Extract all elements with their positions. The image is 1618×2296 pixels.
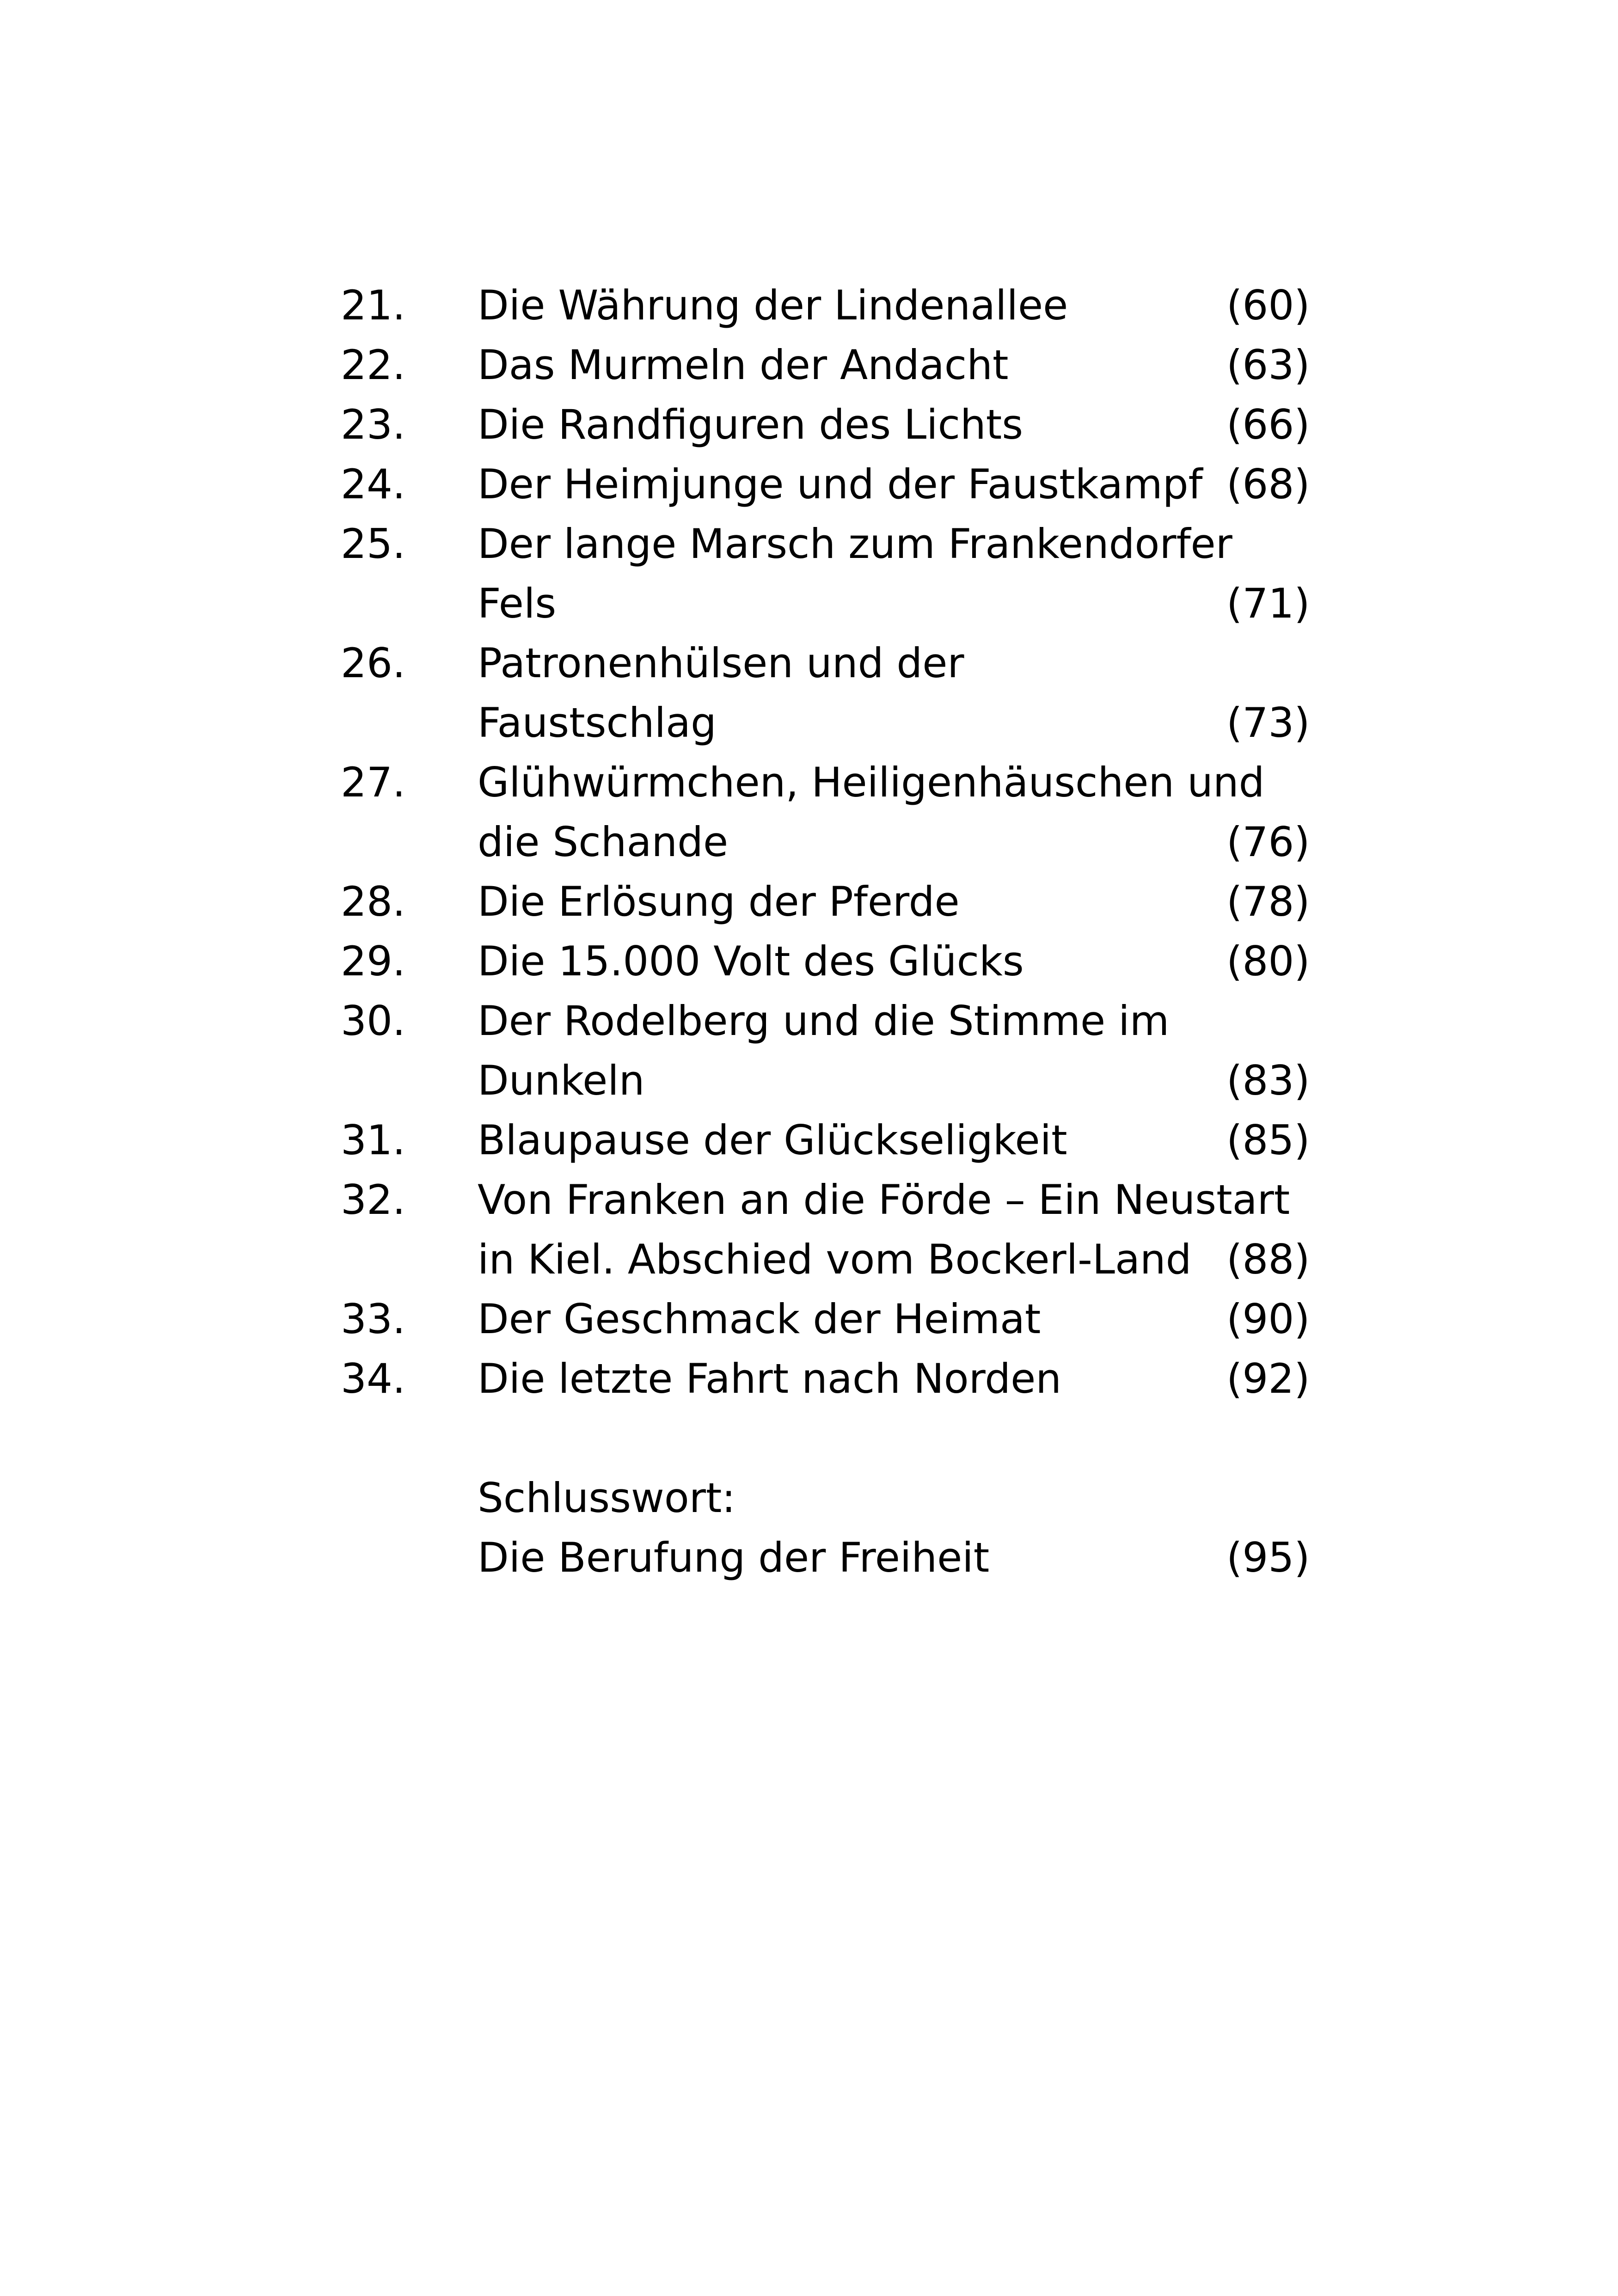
toc-line bbox=[478, 1051, 1348, 1110]
toc-entry-number: 31. bbox=[341, 1116, 405, 1164]
toc-entry bbox=[341, 753, 1348, 872]
toc-entry bbox=[341, 276, 1348, 335]
toc-page-number: (60) bbox=[1226, 282, 1310, 329]
toc-line bbox=[478, 753, 1348, 812]
toc-line bbox=[478, 1289, 1348, 1349]
toc-page-number: (85) bbox=[1226, 1116, 1310, 1164]
toc-line bbox=[478, 514, 1348, 574]
toc-entry-text bbox=[478, 395, 1348, 454]
toc-line bbox=[478, 1230, 1348, 1289]
toc-entry-text bbox=[478, 514, 1348, 633]
toc-number-spacer bbox=[341, 1468, 478, 1587]
toc-page-number: (63) bbox=[1226, 341, 1310, 389]
toc-entry-number: 21. bbox=[341, 282, 405, 329]
toc-entry-title: Die Währung der Lindenallee bbox=[478, 282, 1068, 329]
toc-entry-text bbox=[478, 872, 1348, 931]
toc-entry-title: Der lange Marsch zum Frankendorfer bbox=[478, 520, 1232, 568]
toc-entry-title: Das Murmeln der Andacht bbox=[478, 341, 1009, 389]
toc-page-number: (68) bbox=[1226, 460, 1310, 508]
toc-entry-text bbox=[478, 1110, 1348, 1170]
toc-entry-number: 23. bbox=[341, 401, 405, 448]
toc-entry bbox=[341, 335, 1348, 395]
toc-entry-text bbox=[478, 335, 1348, 395]
toc-entry-title: Der Geschmack der Heimat bbox=[478, 1295, 1041, 1343]
toc-line bbox=[478, 991, 1348, 1051]
toc-page-number: (76) bbox=[1226, 818, 1310, 866]
toc-entry-title: Fels bbox=[478, 580, 557, 627]
table-of-contents bbox=[341, 276, 1348, 1587]
toc-entry-text bbox=[478, 991, 1348, 1110]
toc-entry-text bbox=[478, 753, 1348, 872]
toc-entry-text bbox=[478, 931, 1348, 991]
toc-entry bbox=[341, 514, 1348, 633]
toc-entry-title: Patronenhülsen und der bbox=[478, 639, 964, 687]
toc-entry-title: in Kiel. Abschied vom Bockerl-Land bbox=[478, 1236, 1192, 1283]
toc-entry-number: 24. bbox=[341, 460, 405, 508]
toc-line bbox=[478, 1468, 1348, 1528]
toc-page-number: (88) bbox=[1226, 1236, 1310, 1283]
toc-line bbox=[478, 931, 1348, 991]
toc-line bbox=[478, 276, 1348, 335]
closing-label: Schlusswort: bbox=[478, 1474, 736, 1522]
toc-entry-title: Die Erlösung der Pferde bbox=[478, 878, 960, 925]
toc-line bbox=[478, 1110, 1348, 1170]
toc-entry bbox=[341, 1110, 1348, 1170]
toc-entry-text bbox=[478, 454, 1348, 514]
toc-entry-title: Dunkeln bbox=[478, 1057, 645, 1104]
toc-entry-number: 34. bbox=[341, 1355, 405, 1402]
toc-entry-text bbox=[478, 1289, 1348, 1349]
toc-entry-number: 25. bbox=[341, 520, 405, 568]
toc-closing-text bbox=[478, 1468, 1348, 1587]
toc-entry-number: 28. bbox=[341, 878, 405, 925]
toc-entry bbox=[341, 1170, 1348, 1289]
toc-entry bbox=[341, 395, 1348, 454]
toc-entry bbox=[341, 1349, 1348, 1408]
toc-entry-title: Von Franken an die Förde – Ein Neustart bbox=[478, 1176, 1290, 1224]
toc-line bbox=[478, 395, 1348, 454]
toc-entry-number: 32. bbox=[341, 1176, 405, 1224]
toc-line bbox=[478, 1528, 1348, 1587]
toc-line bbox=[478, 872, 1348, 931]
toc-entry-number: 29. bbox=[341, 937, 405, 985]
toc-entry-title: Der Rodelberg und die Stimme im bbox=[478, 997, 1170, 1045]
toc-page-number: (66) bbox=[1226, 401, 1310, 448]
toc-entry-title: Blaupause der Glückseligkeit bbox=[478, 1116, 1067, 1164]
toc-entry-number: 22. bbox=[341, 341, 405, 389]
toc-entry-text bbox=[478, 1349, 1348, 1408]
toc-entry bbox=[341, 931, 1348, 991]
toc-entry bbox=[341, 454, 1348, 514]
toc-entry-number: 27. bbox=[341, 759, 405, 806]
toc-page-number: (73) bbox=[1226, 699, 1310, 747]
toc-entry-number: 33. bbox=[341, 1295, 405, 1343]
toc-entry-number: 26. bbox=[341, 639, 405, 687]
toc-entry-title: Die 15.000 Volt des Glücks bbox=[478, 937, 1024, 985]
toc-entry-title: Die letzte Fahrt nach Norden bbox=[478, 1355, 1062, 1402]
toc-line bbox=[478, 335, 1348, 395]
toc-entry-title: Faustschlag bbox=[478, 699, 717, 747]
toc-entries bbox=[341, 276, 1348, 1408]
toc-line bbox=[478, 1349, 1348, 1408]
toc-page-number: (83) bbox=[1226, 1057, 1310, 1104]
toc-line bbox=[478, 633, 1348, 693]
toc-entry-title: Die Randfiguren des Lichts bbox=[478, 401, 1024, 448]
toc-line bbox=[478, 574, 1348, 633]
toc-entry-title: Glühwürmchen, Heiligenhäuschen und bbox=[478, 759, 1265, 806]
toc-entry-number: 30. bbox=[341, 997, 405, 1045]
toc-page-number: (71) bbox=[1226, 580, 1310, 627]
toc-page-number: (80) bbox=[1226, 937, 1310, 985]
toc-entry bbox=[341, 1289, 1348, 1349]
toc-line bbox=[478, 812, 1348, 872]
toc-page-number: (92) bbox=[1226, 1355, 1310, 1402]
toc-entry-title: die Schande bbox=[478, 818, 729, 866]
toc-entry bbox=[341, 991, 1348, 1110]
toc-entry-title: Der Heimjunge und der Faustkampf bbox=[478, 460, 1203, 508]
toc-closing-entry bbox=[341, 1468, 1348, 1587]
toc-entry bbox=[341, 633, 1348, 753]
toc-entry-text bbox=[478, 1170, 1348, 1289]
closing-title: Die Berufung der Freiheit bbox=[478, 1534, 990, 1581]
toc-line bbox=[478, 1170, 1348, 1230]
toc-entry bbox=[341, 872, 1348, 931]
toc-line bbox=[478, 454, 1348, 514]
toc-entry-text bbox=[478, 633, 1348, 753]
toc-entry-text bbox=[478, 276, 1348, 335]
toc-page-number: (90) bbox=[1226, 1295, 1310, 1343]
closing-page-number: (95) bbox=[1226, 1534, 1310, 1581]
toc-page-number: (78) bbox=[1226, 878, 1310, 925]
toc-line bbox=[478, 693, 1348, 753]
